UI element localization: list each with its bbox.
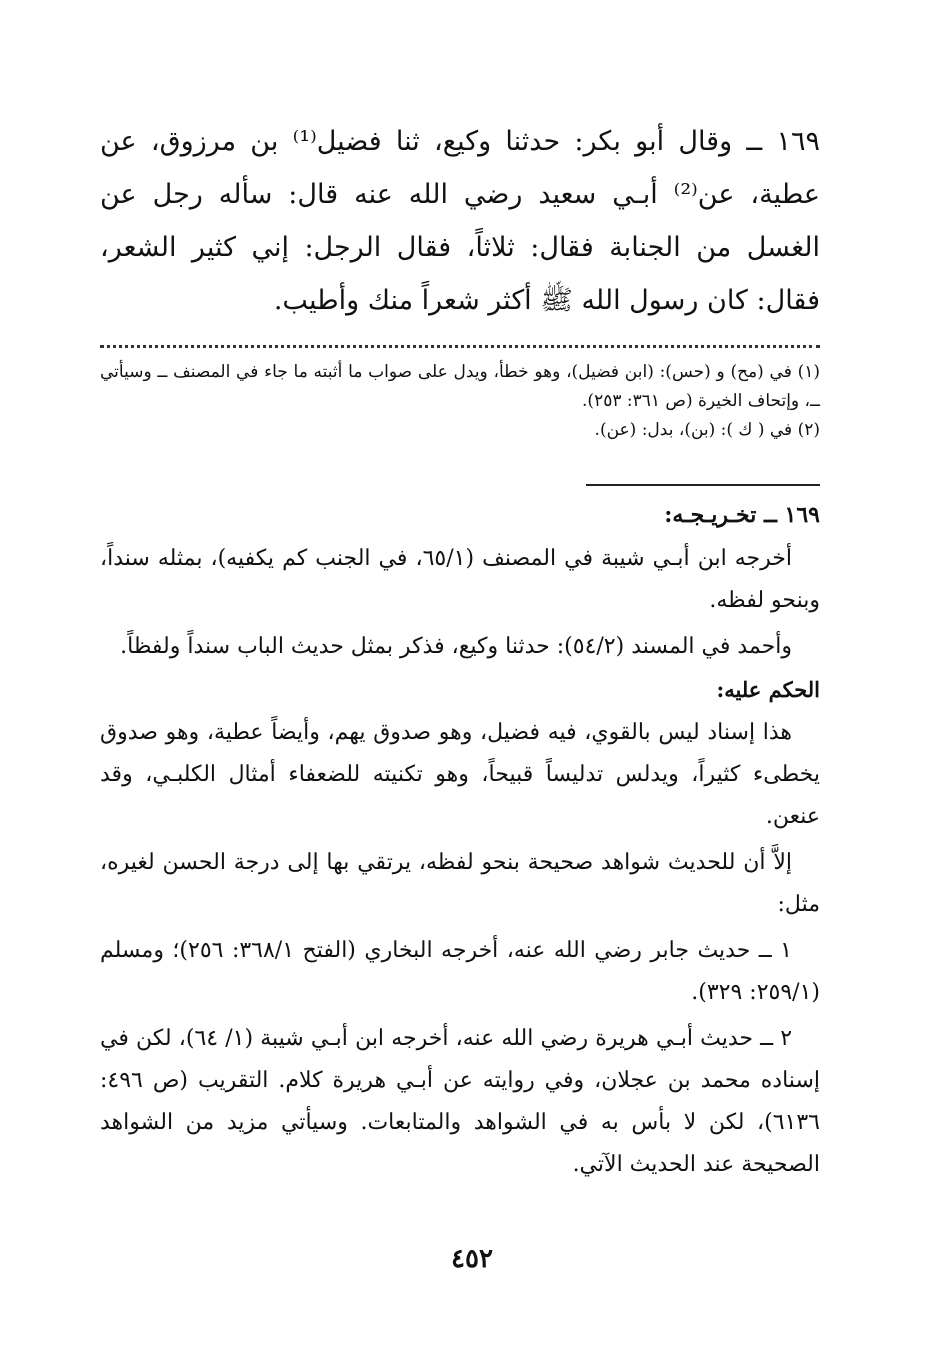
page-number: ٤٥٢ (451, 1244, 493, 1274)
footnote-1: (١) في (مح) و (حس): (ابن فضيل)، وهو خطأ، ويدل على صواب ما أثبته ما جاء في المصنف ــ وسيأتي ــ، وإتحاف الخيرة (ص ٣٦١: ٢٥٣). (100, 362, 820, 411)
hadith-section (100, 115, 820, 445)
hukm-paragraph-2: إلاَّ أن للحديث شواهد صحيحة بنحو لفظه، يرتقي بها إلى درجة الحسن لغيره، مثل: (100, 850, 820, 917)
dotted-separator (100, 331, 820, 348)
hadith-text: ١٦٩ ــ وقال أبو بكر: حدثنا وكيع، ثنا فضيل⁽¹⁾ بن مرزوق، عن عطية، عن⁽²⁾ أبـي سعيد رضي الله عنه قال: سأله رجل عن الغسل من الجنابة فقال: ثلاثاً، فقال الرجل: إني كثير الشعر، فقال: كان رسول الله ﷺ أكثر شعراً منك وأطيب. (100, 126, 820, 316)
takhrij-body (100, 538, 820, 1190)
takhrij-paragraph-1: أخرجه ابن أبـي شيبة في المصنف (٦٥/١، في الجنب كم يكفيه)، بمثله سنداً، وبنحو لفظه. (100, 546, 820, 613)
hukm-paragraph-1: هذا إسناد ليس بالقوي، فيه فضيل، وهو صدوق يهم، وأيضاً عطية، وهو صدوق يخطىء كثيراً، ويدلس تدليساً قبيحاً، وهو تكنيته للضعفاء أمثال الكلبـي، وقد عنعن. (100, 720, 820, 829)
footnotes (100, 358, 820, 445)
hukm-paragraph-4: ٢ ــ حديث أبـي هريرة رضي الله عنه، أخرجه ابن أبـي شيبة (١/ ٦٤)، لكن في إسناده محمد بن عجلان، وفي روايته عن أبـي هريرة كلام. التقريب (ص ٤٩٦: ٦١٣٦)، لكن لا بأس به في الشواهد والمتابعات. وسيأتي مزيد من الشواهد الصحيحة عند الحديث الآتي. (100, 1026, 820, 1177)
hukm-paragraph-3: ١ ــ حديث جابر رضي الله عنه، أخرجه البخاري (الفتح ٣٦٨/١: ٢٥٦)؛ ومسلم (٢٥٩/١: ٣٢٩). (100, 938, 820, 1005)
section-divider (586, 484, 820, 486)
footnote-2: (٢) في ( ك ): (بن)، بدل: (عن). (594, 420, 820, 440)
takhrij-heading: ١٦٩ ــ تخـريـجـه: (664, 502, 820, 528)
takhrij-paragraph-2: وأحمد في المسند (٥٤/٢): حدثنا وكيع، فذكر بمثل حديث الباب سنداً ولفظاً. (120, 634, 792, 659)
hukm-heading: الحكم عليه: (716, 677, 820, 702)
